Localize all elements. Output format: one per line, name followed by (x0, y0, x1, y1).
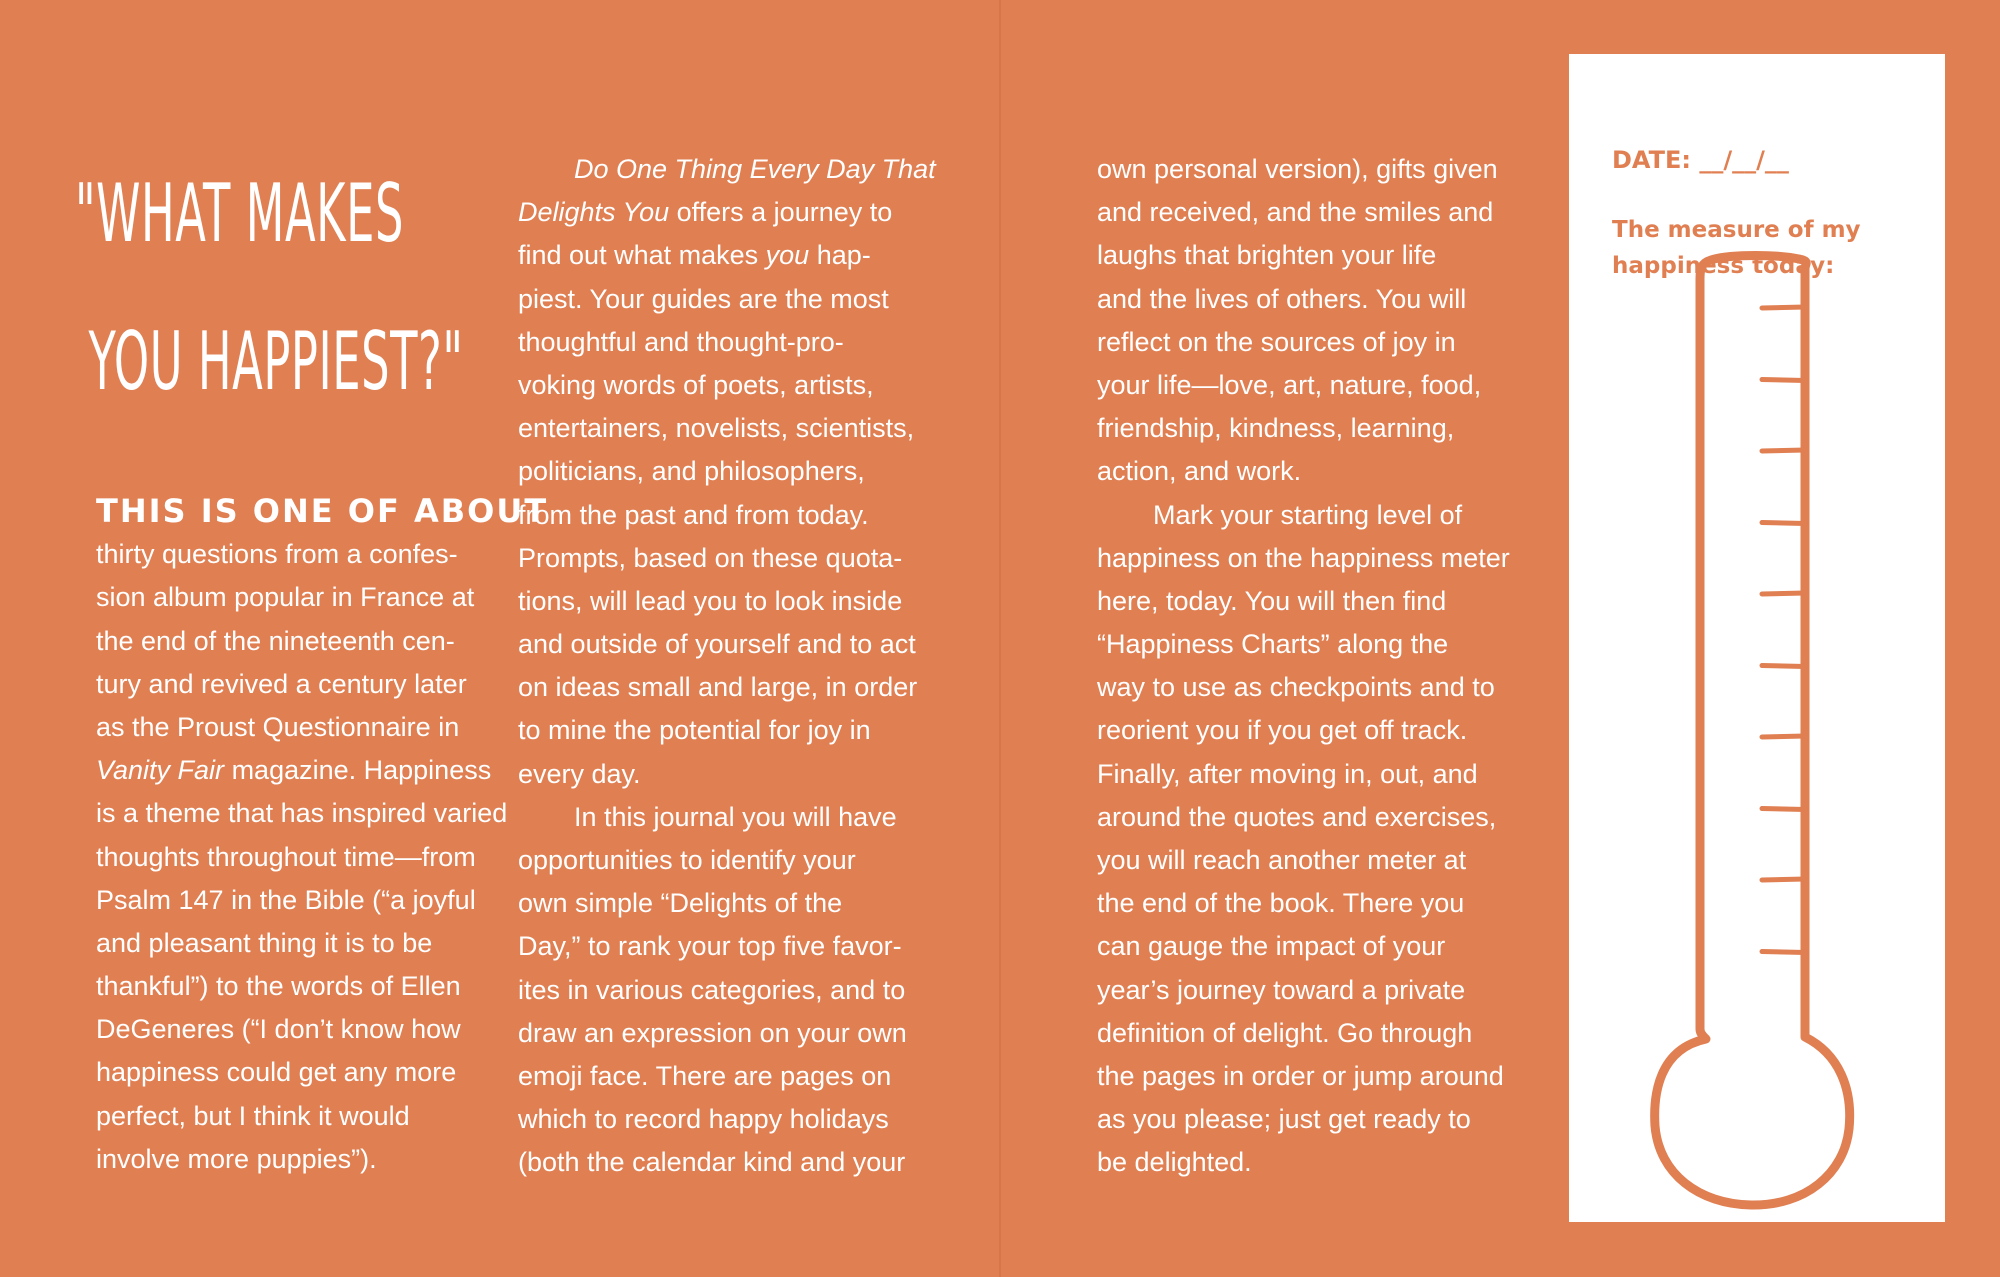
headline (75, 140, 464, 436)
book-title-line: Do One Thing Every Day That (574, 154, 936, 184)
paragraph-line: laughs that brighten your life (1097, 240, 1437, 271)
headline-line-2: YOU HAPPIEST?" (88, 315, 464, 408)
paragraph-line: reorient you if you get off track. (1097, 715, 1468, 746)
paragraph-line: tury and revived a century later (96, 668, 467, 699)
thermometer-outline (1655, 256, 1850, 1206)
book-spine (999, 0, 1001, 1277)
paragraph-line (518, 191, 936, 234)
paragraph-line: DeGeneres (“I don’t know how (96, 1014, 461, 1045)
paragraph-line: thoughtful and thought-pro- (518, 326, 844, 357)
text-column-1 (96, 490, 548, 1181)
paragraph-line: is a theme that has inspired varied (96, 798, 508, 829)
paragraph-line: as you please; just get ready to (1097, 1104, 1471, 1135)
paragraph-line: thoughts throughout time—from (96, 841, 476, 872)
paragraph-line: the end of the nineteenth cen- (96, 625, 455, 656)
paragraph-line: ites in various categories, and to (518, 974, 906, 1005)
paragraph-line: own personal version), gifts given (1097, 154, 1498, 184)
paragraph-line: sion album popular in France at (96, 582, 475, 613)
date-field[interactable]: DATE: __/__/__ (1612, 146, 1789, 174)
thermometer-tick (1762, 666, 1805, 667)
paragraph-line: and the lives of others. You will (1097, 283, 1467, 314)
paragraph-line: Finally, after moving in, out, and (1097, 758, 1478, 789)
emphasis-text: you (765, 240, 810, 271)
thermometer-tick (1762, 450, 1805, 451)
happiness-meter-card (1569, 54, 1945, 1222)
paragraph-line: thankful”) to the words of Ellen (96, 971, 461, 1002)
paragraph-line: which to record happy holidays (518, 1104, 889, 1135)
thermometer-tick (1762, 952, 1805, 953)
paragraph-line: opportunities to identify your (518, 845, 856, 875)
paragraph-line (518, 234, 936, 277)
paragraph-line: tions, will lead you to look inside (518, 585, 903, 616)
paragraph-line: Psalm 147 in the Bible (“a joyful (96, 884, 476, 915)
paragraph-line: as the Proust Questionnaire in (96, 711, 460, 742)
thermometer-ticks (1762, 307, 1805, 953)
paragraph-line: piest. Your guides are the most (518, 283, 889, 314)
paragraph-text: find out what makes (518, 240, 766, 271)
text-column-3 (1097, 148, 1510, 1185)
magazine-title: Vanity Fair (96, 755, 225, 786)
text-column-2 (518, 148, 936, 1185)
paragraph-line: year’s journey toward a private (1097, 974, 1466, 1005)
thermometer-tick (1762, 523, 1805, 524)
paragraph-line: the end of the book. There you (1097, 888, 1465, 919)
paragraph-line: happiness on the happiness meter (1097, 542, 1510, 573)
paragraph-line: voking words of poets, artists, (518, 369, 874, 400)
paragraph-line: perfect, but I think it would (96, 1100, 410, 1131)
paragraph-line: you will reach another meter at (1097, 845, 1467, 875)
thermometer-tick (1762, 736, 1805, 737)
paragraph-line: happiness could get any more (96, 1057, 457, 1088)
paragraph-line: reflect on the sources of joy in (1097, 326, 1456, 357)
thermometer-icon[interactable] (1569, 54, 1945, 1222)
paragraph-line: friendship, kindness, learning, (1097, 413, 1455, 444)
paragraph-line: to mine the potential for joy in (518, 715, 871, 746)
paragraph-text: magazine. Happiness (231, 755, 492, 786)
paragraph-line: your life—love, art, nature, food, (1097, 369, 1482, 400)
lead-in: THIS IS ONE OF ABOUT (96, 492, 549, 530)
measure-label: The measure of my happiness today: (1612, 217, 1861, 279)
paragraph-line: draw an expression on your own (518, 1017, 907, 1048)
paragraph-line: here, today. You will then find (1097, 585, 1447, 616)
thermometer-tick (1762, 879, 1805, 880)
paragraph-line: and received, and the smiles and (1097, 197, 1494, 228)
paragraph-line: thirty questions from a confes- (96, 539, 458, 570)
paragraph-text: hap- (809, 240, 871, 271)
paragraph-line: entertainers, novelists, scientists, (518, 413, 915, 444)
paragraph-line: from the past and from today. (518, 499, 869, 530)
paragraph-line: emoji face. There are pages on (518, 1060, 892, 1091)
paragraph-line: and outside of yourself and to act (518, 629, 916, 660)
paragraph-line: every day. (518, 758, 641, 789)
thermometer-tick (1762, 809, 1805, 810)
paragraph-line: Day,” to rank your top five favor- (518, 931, 902, 962)
book-title-part: Delights You (518, 197, 670, 228)
paragraph-line: (both the calendar kind and your (518, 1147, 906, 1178)
paragraph-line: be delighted. (1097, 1147, 1252, 1178)
paragraph-line: In this journal you will have (574, 801, 897, 832)
paragraph-line: Prompts, based on these quota- (518, 542, 903, 573)
paragraph-line: politicians, and philosophers, (518, 456, 865, 487)
paragraph-line: Mark your starting level of (1153, 499, 1463, 530)
thermometer-tick (1762, 307, 1805, 308)
thermometer-tick (1762, 593, 1805, 594)
paragraph-line: action, and work. (1097, 456, 1302, 487)
paragraph-line: own simple “Delights of the (518, 888, 843, 919)
paragraph-line: the pages in order or jump around (1097, 1060, 1504, 1091)
paragraph-line: involve more puppies”). (96, 1143, 377, 1174)
paragraph-line (96, 749, 548, 792)
paragraph-line: on ideas small and large, in order (518, 672, 918, 703)
headline-line-1: "WHAT MAKES (75, 167, 404, 260)
paragraph-line: can gauge the impact of your (1097, 931, 1446, 962)
paragraph-text: offers a journey to (669, 197, 893, 228)
paragraph-line: around the quotes and exercises, (1097, 801, 1497, 832)
paragraph-line: “Happiness Charts” along the (1097, 629, 1449, 660)
thermometer-tick (1762, 380, 1805, 381)
paragraph-line: definition of delight. Go through (1097, 1017, 1473, 1048)
paragraph-line: way to use as checkpoints and to (1097, 672, 1495, 703)
paragraph-line: and pleasant thing it is to be (96, 927, 433, 958)
